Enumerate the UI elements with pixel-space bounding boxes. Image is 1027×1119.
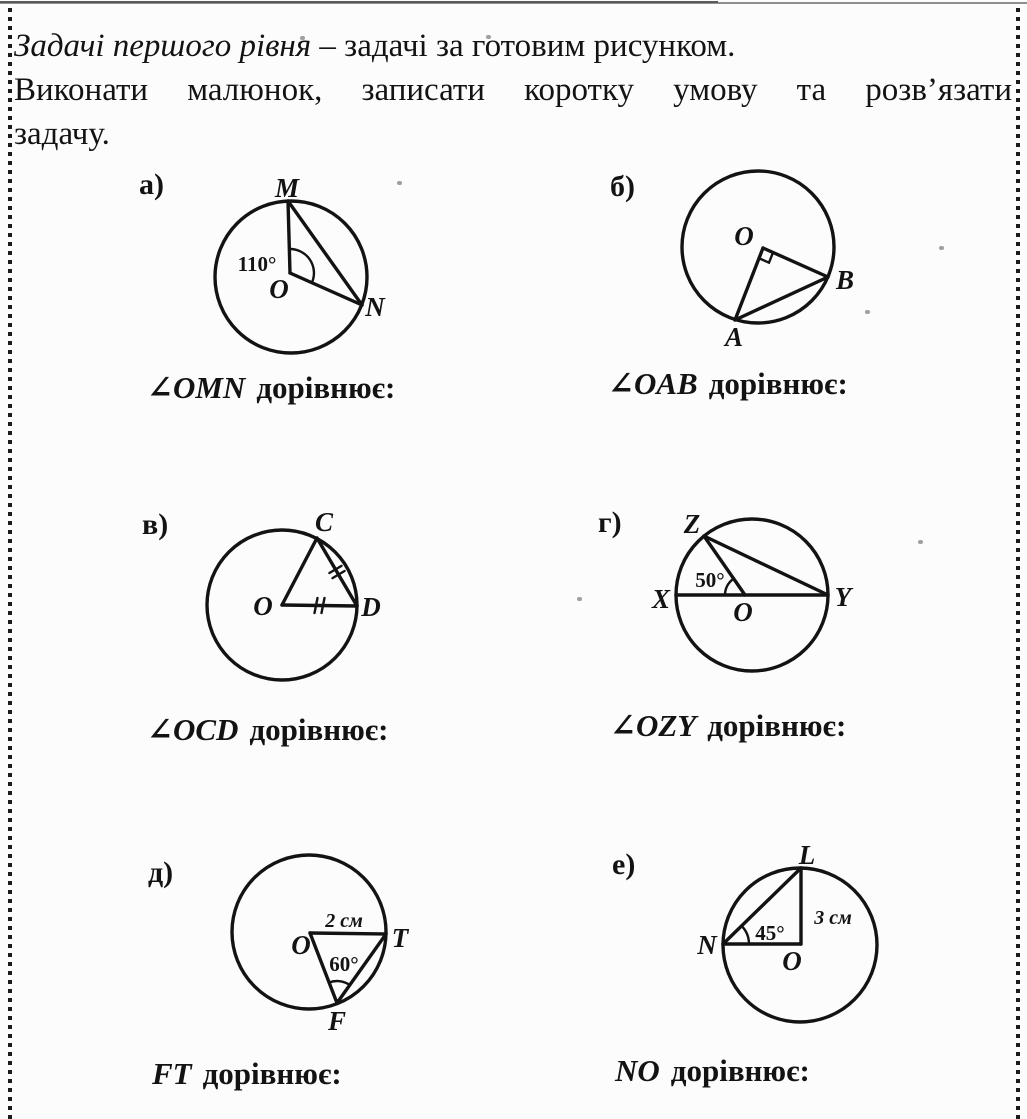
point-label-Y: Y <box>834 582 852 612</box>
question-g <box>610 708 846 744</box>
point-label-D: D <box>361 592 381 622</box>
point-label-O: O <box>733 597 753 627</box>
point-label-C: C <box>314 510 334 537</box>
length-label-2cm: 2 см <box>325 910 363 932</box>
question-d <box>152 1056 342 1092</box>
question-v <box>147 712 388 748</box>
radius-OM <box>288 201 290 273</box>
tick-OD-1 <box>315 598 318 613</box>
instructions-line2: Виконати малюнок, записати коротку умову та розв’язати <box>14 72 1012 108</box>
point-label-O: O <box>269 274 289 304</box>
scan-speck <box>577 597 582 601</box>
point-label-A: A <box>724 322 744 352</box>
point-label-B: B <box>835 265 855 295</box>
question-d-verb: дорівнює: <box>202 1056 342 1091</box>
point-label-T: T <box>391 923 409 953</box>
point-label-Z: Z <box>683 509 701 539</box>
diagram-d-figure <box>225 852 420 1037</box>
question-g-verb: дорівнює: <box>707 708 847 743</box>
diagram-g-figure <box>630 508 920 683</box>
angle-value-60: 60° <box>329 952 359 976</box>
point-label-O: O <box>253 591 273 621</box>
circle-a <box>215 201 367 353</box>
question-e-verb: дорівнює: <box>670 1053 810 1088</box>
instructions-line1-italic: Задачі першого рівня <box>14 28 312 64</box>
angle-arc-F <box>329 981 350 985</box>
question-e <box>615 1053 810 1089</box>
diagram-g-key: г) <box>598 506 622 539</box>
diagram-e-figure <box>690 840 920 1030</box>
question-v-subject: ∠OCD <box>147 712 239 747</box>
question-e-subject: NO <box>615 1053 660 1088</box>
diagram-a-key: а) <box>139 168 164 201</box>
radius-OD <box>282 605 357 606</box>
instructions-line1-rest: – задачі за готовим рисунком. <box>311 28 736 64</box>
diagram-a-figure <box>140 170 400 370</box>
instructions-line3: задачу. <box>14 116 110 152</box>
question-b <box>608 366 848 402</box>
page-top-rule-dark <box>0 1 718 3</box>
scan-speck <box>939 246 944 250</box>
question-a-verb: дорівнює: <box>256 370 396 405</box>
length-label-3cm: 3 см <box>814 907 852 929</box>
point-label-F: F <box>327 1006 347 1036</box>
angle-value-45: 45° <box>755 921 785 945</box>
diagram-d-key: д) <box>148 856 174 889</box>
point-label-O: O <box>782 946 802 976</box>
question-v-verb: дорівнює: <box>249 712 389 747</box>
diagram-b-key: б) <box>610 170 635 203</box>
left-dotted-border <box>8 8 12 1119</box>
tick-OD-2 <box>322 598 325 613</box>
angle-value-110: 110° <box>237 252 277 276</box>
point-label-L: L <box>798 840 816 870</box>
instructions-line1 <box>14 24 1012 68</box>
point-label-M: M <box>274 173 300 203</box>
angle-arc-N <box>742 926 749 944</box>
diagram-v-key: в) <box>142 508 169 541</box>
radius-OC <box>282 538 317 605</box>
point-label-N: N <box>365 292 385 322</box>
point-label-O: O <box>734 221 754 251</box>
question-b-subject: ∠OAB <box>608 366 698 401</box>
angle-arc-O <box>725 579 734 595</box>
diagram-e-key: е) <box>612 848 636 881</box>
diagram-v-figure <box>185 510 415 705</box>
point-label-N: N <box>697 930 717 960</box>
circle-b <box>682 171 834 323</box>
question-a-subject: ∠OMN <box>147 370 246 405</box>
question-a <box>147 370 395 406</box>
point-label-O: O <box>291 930 311 960</box>
radius-OT <box>310 933 386 934</box>
angle-value-50: 50° <box>695 568 725 592</box>
instructions-block <box>14 24 1012 156</box>
question-b-verb: дорівнює: <box>708 366 848 401</box>
question-g-subject: ∠OZY <box>610 708 697 743</box>
point-label-X: X <box>651 584 671 614</box>
diagram-b-figure <box>640 165 920 360</box>
question-d-subject: FT <box>152 1056 192 1091</box>
right-dotted-border <box>1016 8 1020 1119</box>
